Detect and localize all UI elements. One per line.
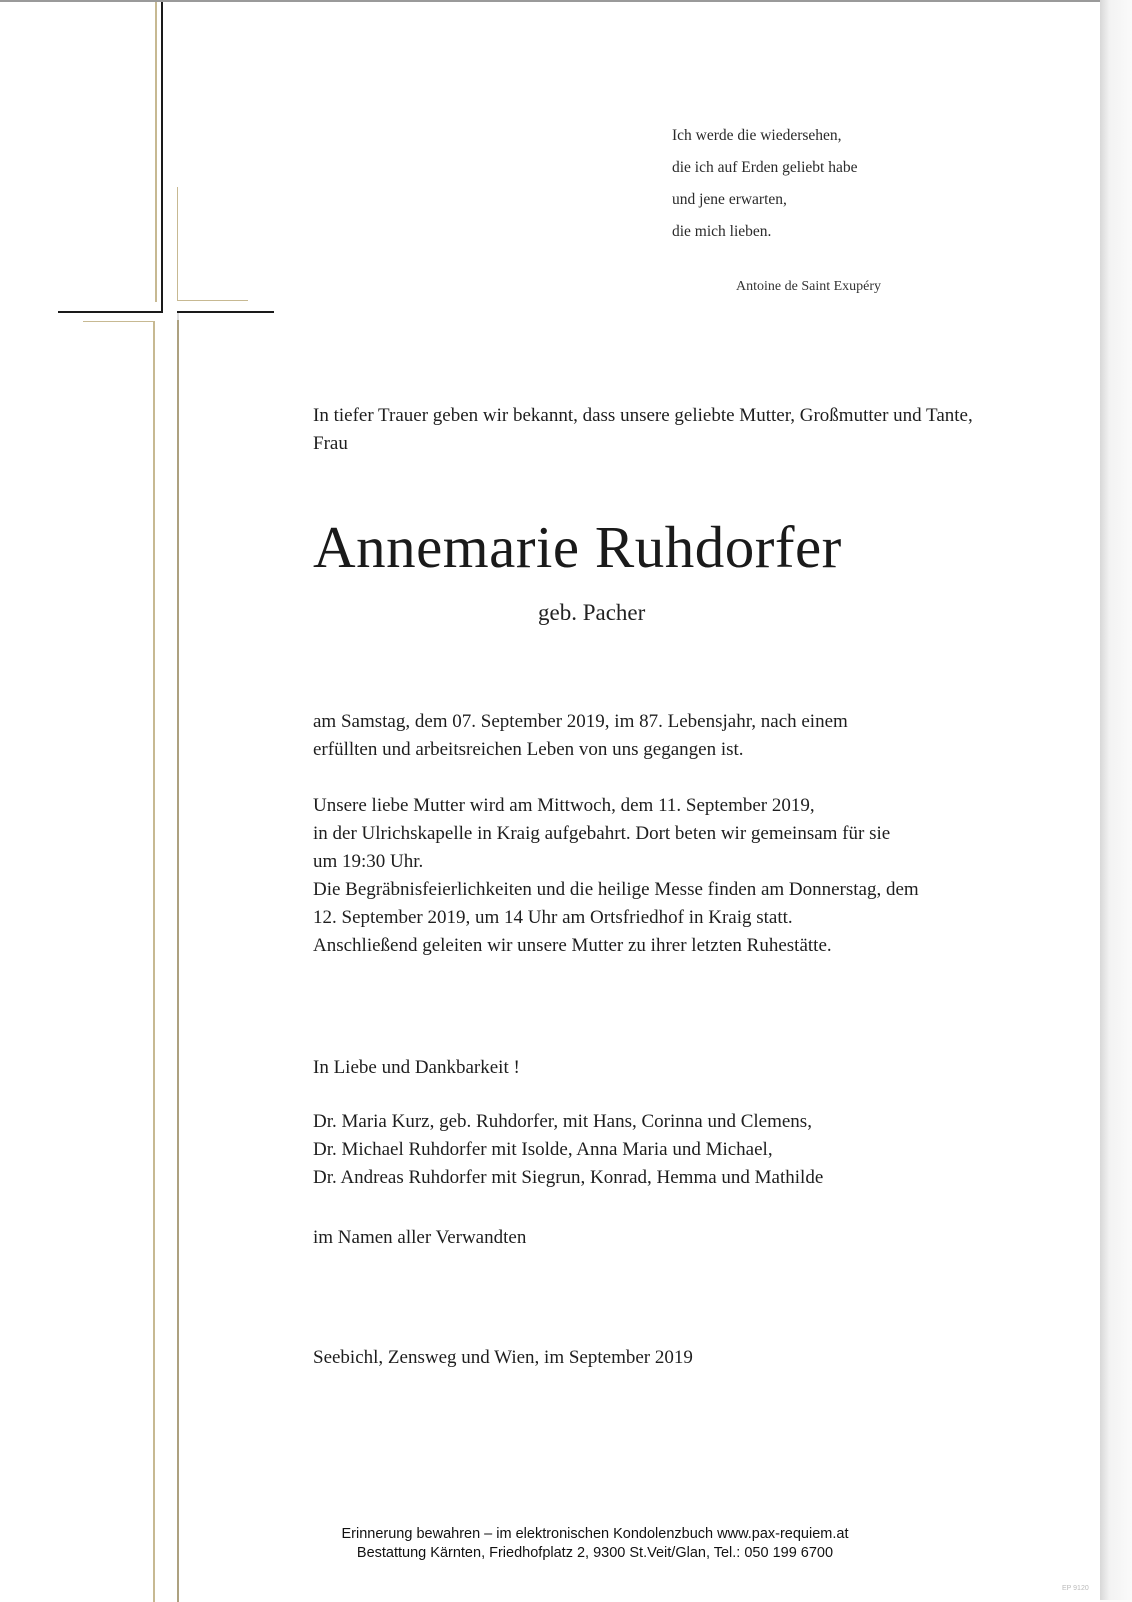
funeral-info-line: Anschließend geleiten wir unsere Mutter zu ihrer letzten Ruhestätte. [313, 935, 832, 956]
deceased-name: Annemarie Ruhdorfer [313, 514, 842, 580]
quote-author: Antoine de Saint Exupéry [736, 279, 882, 294]
funeral-info-line: in der Ulrichskapelle in Kraig aufgebahrt. Dort beten wir gemeinsam für sie [313, 823, 891, 844]
cross-gold-line-lower-left [153, 322, 155, 1602]
page-edge-shadow [1100, 0, 1132, 1600]
cross-black-vertical-right [177, 311, 179, 1602]
closing-greeting: In Liebe und Dankbarkeit ! [313, 1057, 520, 1078]
relatives-line: im Namen aller Verwandten [313, 1227, 527, 1248]
death-notice-line: am Samstag, dem 07. September 2019, im 87. Lebensjahr, nach einem [313, 711, 848, 732]
funeral-info [313, 792, 1003, 960]
family-member-line: Dr. Michael Ruhdorfer mit Isolde, Anna Maria und Michael, [313, 1139, 773, 1160]
funeral-info-line: um 19:30 Uhr. [313, 851, 424, 872]
cross-ornament [0, 2, 300, 1602]
form-code: EP 9120 [1062, 1585, 1089, 1592]
footer [300, 1525, 890, 1563]
quote-line: die ich auf Erden geliebt habe [672, 159, 858, 176]
cross-gold-bar-upper [177, 300, 248, 301]
cross-black-bar-right [177, 311, 274, 313]
epitaph-quote [672, 120, 1032, 248]
quote-line: Ich werde die wiedersehen, [672, 127, 842, 144]
family-member-line: Dr. Maria Kurz, geb. Ruhdorfer, mit Hans, Corinna und Clemens, [313, 1111, 812, 1132]
funeral-info-line: Die Begräbnisfeierlichkeiten und die heilige Messe finden am Donnerstag, dem [313, 879, 919, 900]
funeral-info-line: 12. September 2019, um 14 Uhr am Ortsfriedhof in Kraig statt. [313, 907, 793, 928]
announcement-line: Frau [313, 433, 348, 454]
cross-gold-line-left [155, 2, 157, 302]
maiden-name: geb. Pacher [538, 600, 646, 625]
death-notice-line: erfüllten und arbeitsreichen Leben von uns gegangen ist. [313, 739, 744, 760]
cross-gold-line-right [177, 187, 178, 300]
footer-line-address: Bestattung Kärnten, Friedhofplatz 2, 9300 St.Veit/Glan, Tel.: 050 199 6700 [356, 1545, 834, 1561]
footer-line-kondolenzbuch: Erinnerung bewahren – im elektronischen Kondolenzbuch www.pax-requiem.at [341, 1526, 849, 1542]
funeral-info-line: Unsere liebe Mutter wird am Mittwoch, dem 11. September 2019, [313, 795, 815, 816]
cross-black-vertical-left [161, 2, 163, 312]
family-list [313, 1108, 1003, 1192]
cross-black-bar-left [58, 311, 163, 313]
cross-gold-bar-lower [83, 321, 155, 322]
family-member-line: Dr. Andreas Ruhdorfer mit Siegrun, Konrad, Hemma und Mathilde [313, 1167, 824, 1188]
death-notice [313, 708, 1003, 764]
announcement-line: In tiefer Trauer geben wir bekannt, dass unsere geliebte Mutter, Großmutter und Tante, [313, 405, 973, 426]
quote-line: die mich lieben. [672, 223, 772, 240]
place-date: Seebichl, Zensweg und Wien, im September 2019 [313, 1347, 693, 1368]
announcement-text [313, 402, 1003, 458]
quote-line: und jene erwarten, [672, 191, 787, 208]
